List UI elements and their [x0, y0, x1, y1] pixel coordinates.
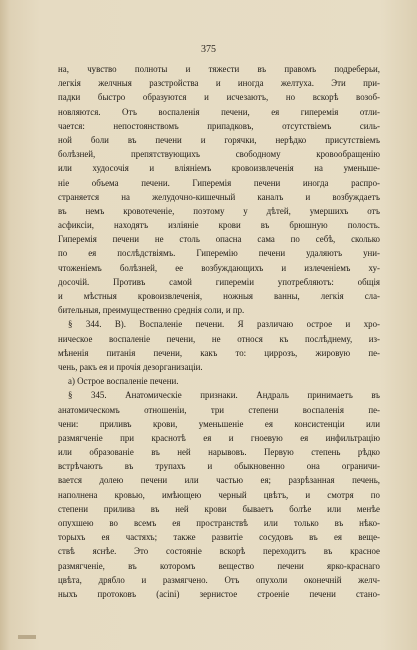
text-line: асфиксіи, находятъ изліяніе крови въ брюшную полость.	[58, 220, 380, 231]
text-line: по ея послѣдствіямъ. Гиперемію печени удаляютъ уни-	[58, 248, 380, 259]
text-line: чени: приливъ крови, уменьшеніе ея консистенціи или	[58, 418, 380, 429]
text-line: размягченіе при краснотѣ ея и гноевую ея инфильтрацію	[58, 432, 380, 443]
text-line: бительныя, преимущественно среднія соли, и пр.	[58, 305, 245, 316]
text-line: § 344. В). Воспаленіе печени. Я различаю острое и хро-	[68, 319, 380, 330]
text-line: вается долею печени или частью ея; разрѣзанная печень,	[58, 475, 380, 486]
text-line: ніе объема печени. Гиперемія печени иногда распро-	[58, 177, 380, 188]
text-line: страняется на желудочно-кишечный каналъ и возбуждаетъ	[58, 191, 380, 202]
text-line: ствѣ яснѣе. Это состояніе вскорѣ переходитъ въ красное	[58, 546, 380, 557]
text-line: наполнена кровью, имѣющею черный цвѣтъ, и смотря по	[58, 489, 380, 500]
text-line: ной боли въ печени и горячки, нерѣдко присутствіемъ	[58, 134, 380, 145]
text-line: ныхъ протоковъ (acini) зернистое строеніе печени стано-	[58, 588, 380, 599]
text-line: встрѣчаютъ въ трупахъ и обыкновенно она ограничи-	[58, 461, 380, 472]
text-line: мѣненія питанія печени, какъ то: циррозъ, жировую пе-	[58, 347, 380, 358]
text-line: чтоженіемъ болѣзней, ее возбуждающихъ и излеченіемъ ху-	[58, 262, 380, 273]
text-line: а) Острое воспаленіе печени.	[68, 376, 179, 387]
text-line: новляются. Отъ воспаленія печени, ея гиперемія отли-	[58, 106, 380, 117]
library-stamp-mark	[18, 634, 36, 640]
text-line: Гиперемія печени не столь опасна сама по себѣ, сколько	[58, 234, 380, 245]
text-line: опухшею во всемъ ея пространствѣ или только въ нѣко-	[58, 518, 380, 528]
text-line: и мѣстныя кровоизвлеченія, ножныя ванны, легкія сла-	[58, 291, 380, 301]
text-line: падки быстро образуются и исчезаютъ, но вскорѣ возоб-	[58, 92, 380, 103]
text-line: § 345. Анатомическіе признаки. Андраль принимаетъ въ	[68, 390, 380, 401]
text-line: или худосочія и вліяніемъ кровоизвлеченія на уменьше-	[58, 163, 380, 174]
text-line: легкія желчныя разстройства и иногда желтуха. Эти при-	[58, 78, 380, 89]
text-line: въ немъ кровотеченіе, поэтому у дѣтей, умершихъ отъ	[58, 205, 380, 216]
text-line: размягченіе, въ которомъ вещество печени ярко-краснаго	[58, 560, 380, 571]
text-line: болѣзней, препятствующихъ свободному кровообращенію	[58, 149, 380, 160]
text-line: ническое воспаленіе печени, не относя къ послѣднему, из-	[58, 333, 380, 344]
page-number: 375	[201, 44, 216, 55]
body-text	[58, 62, 380, 601]
text-line: степени прилива въ ней крови бываетъ болѣе или менѣе	[58, 503, 380, 514]
text-line: чается: непостоянствомъ припадковъ, отсутствіемъ силь-	[58, 120, 380, 131]
text-line: цвѣта, дрябло и размягчено. Отъ опухоли оконечній желч-	[58, 574, 380, 585]
text-line: чень, ракъ ея и прочія дезорганизаціи.	[58, 361, 203, 372]
text-line: анатомическомъ отношеніи, три степени воспаленія пе-	[58, 404, 380, 415]
text-line: досочій. Противъ самой гипереміи употребляютъ: общія	[58, 276, 380, 287]
text-line: торыхъ ея частяхъ; также развитіе сосудовъ въ ея веще-	[58, 532, 380, 543]
text-line: или образованіе въ ней нарывовъ. Первую степень рѣдко	[58, 447, 380, 458]
text-line: на, чувство полноты и тяжести въ правомъ подреберьи,	[58, 64, 380, 74]
